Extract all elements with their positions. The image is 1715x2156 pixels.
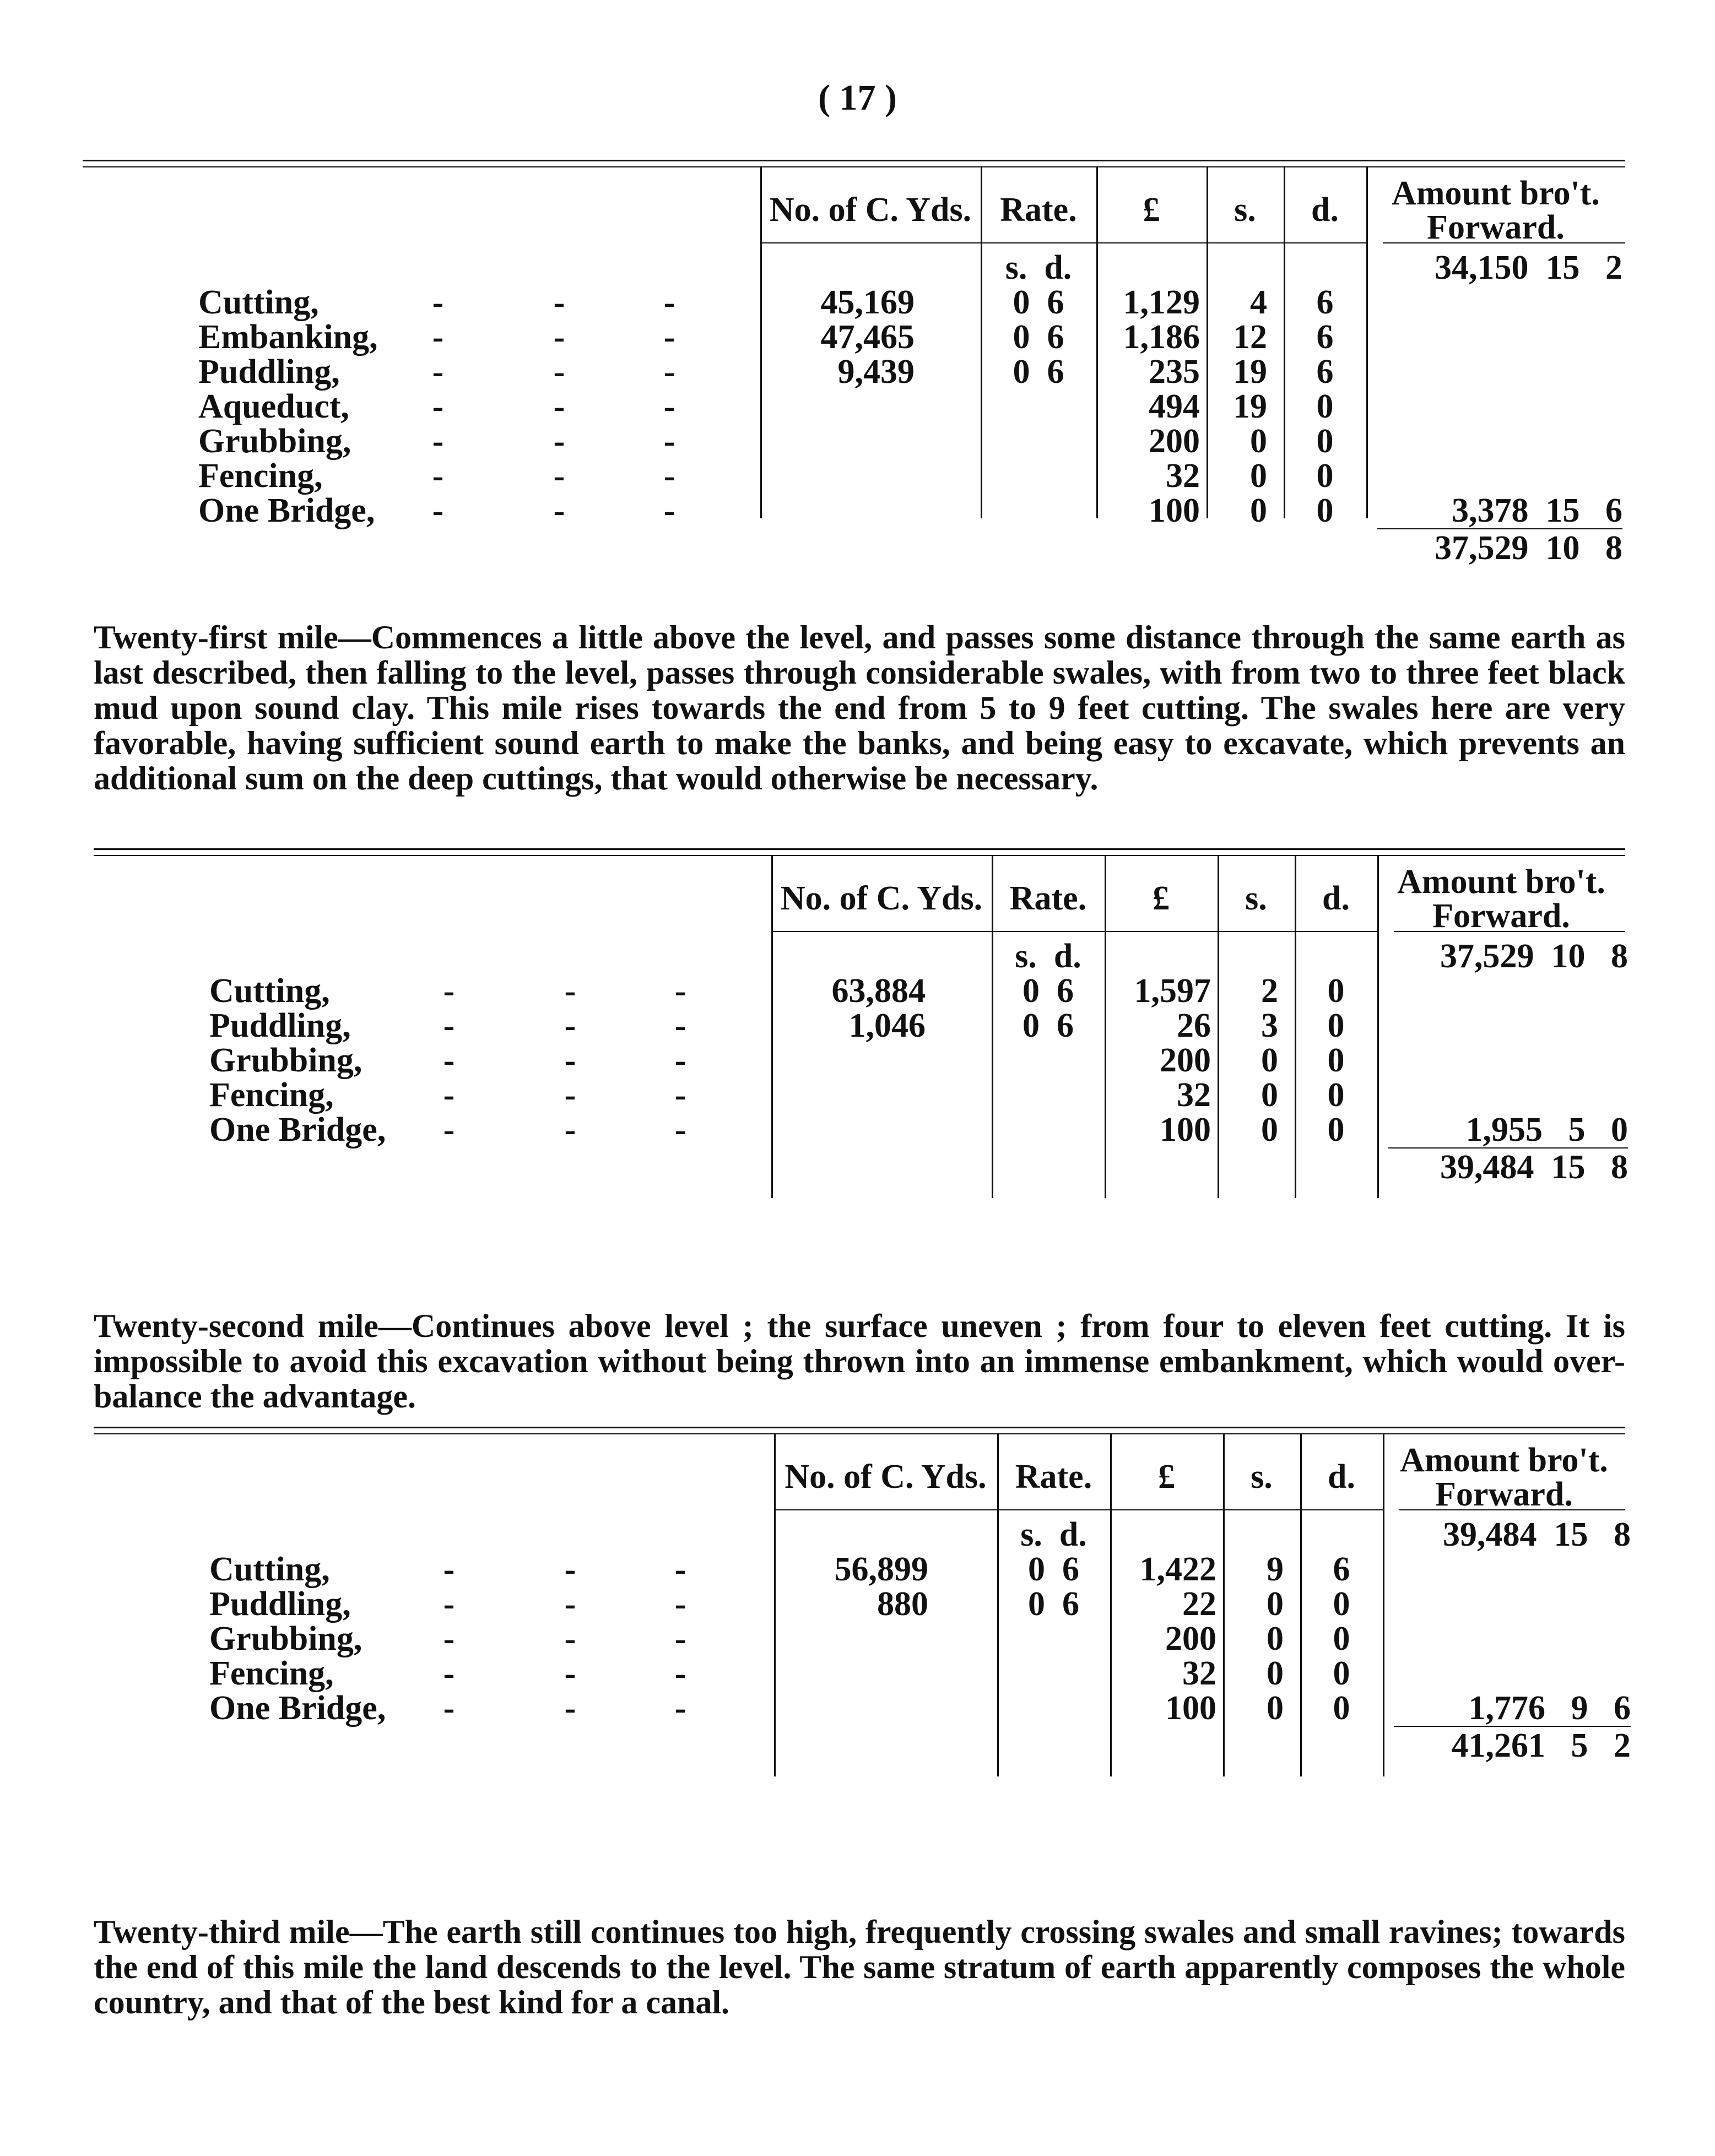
amount-subtotal: 3,378 15 6 <box>1452 492 1622 529</box>
pence-value: 0 <box>1333 1585 1350 1623</box>
table-top-rule-inner <box>83 166 1625 167</box>
item-label: Aqueduct, <box>198 388 349 425</box>
header-pence: d. <box>1322 880 1350 917</box>
table-top-rule <box>94 848 1625 850</box>
item-label: Puddling, <box>198 353 340 391</box>
cubic-yards-value: 47,465 <box>820 318 915 356</box>
leader-dash: - <box>443 1076 455 1114</box>
item-label: Grubbing, <box>209 1042 363 1079</box>
leader-dash: - <box>432 457 444 495</box>
amount-total: 39,484 15 8 <box>1440 1149 1628 1186</box>
pence-value: 0 <box>1333 1620 1350 1657</box>
amount-brought-forward: 39,484 15 8 <box>1443 1516 1631 1553</box>
shillings-value: 0 <box>1250 492 1267 529</box>
leader-dash: - <box>564 1111 576 1149</box>
item-label: One Bridge, <box>209 1111 386 1149</box>
shillings-value: 3 <box>1261 1007 1278 1044</box>
item-label: Puddling, <box>209 1007 351 1044</box>
pounds-value: 100 <box>1160 1111 1211 1149</box>
pounds-value: 200 <box>1149 422 1200 460</box>
leader-dash: - <box>443 1689 455 1727</box>
header-shillings: s. <box>1251 1458 1273 1496</box>
leader-dash: - <box>443 1111 455 1149</box>
shillings-value: 12 <box>1233 318 1267 356</box>
header-amount-forward-2: Forward. <box>1427 209 1565 246</box>
leader-dash: - <box>432 492 444 529</box>
leader-dash: - <box>564 1042 576 1079</box>
item-label: One Bridge, <box>209 1689 386 1727</box>
leader-dash: - <box>564 1655 576 1692</box>
pounds-value: 1,186 <box>1123 318 1200 356</box>
leader-dash: - <box>443 1042 455 1079</box>
pounds-value: 22 <box>1182 1585 1216 1623</box>
leader-dash: - <box>564 1620 576 1657</box>
table-top-rule <box>94 1427 1625 1428</box>
pence-value: 0 <box>1316 422 1334 460</box>
leader-dash: - <box>443 1585 455 1623</box>
leader-dash: - <box>674 972 686 1010</box>
pence-value: 6 <box>1316 284 1334 321</box>
rate-subheader: s. d. <box>1005 249 1072 286</box>
leader-dash: - <box>674 1076 686 1114</box>
pounds-value: 200 <box>1165 1620 1216 1657</box>
pounds-value: 494 <box>1149 388 1200 425</box>
leader-dash: - <box>674 1042 686 1079</box>
leader-dash: - <box>674 1007 686 1044</box>
header-pence: d. <box>1328 1458 1355 1496</box>
leader-dash: - <box>553 422 565 460</box>
table-top-rule-inner <box>94 1433 1625 1434</box>
pence-value: 0 <box>1327 1076 1345 1114</box>
shillings-value: 0 <box>1261 1076 1278 1114</box>
leader-dash: - <box>443 1655 455 1692</box>
item-label: Puddling, <box>209 1585 351 1623</box>
leader-dash: - <box>674 1551 686 1588</box>
pence-value: 0 <box>1327 1111 1345 1149</box>
shillings-value: 0 <box>1261 1042 1278 1079</box>
rate-subheader: s. d. <box>1015 938 1081 975</box>
shillings-value: 0 <box>1250 422 1267 460</box>
cubic-yards-value: 63,884 <box>831 972 926 1010</box>
amount-brought-forward: 37,529 10 8 <box>1440 938 1628 975</box>
leader-dash: - <box>564 1007 576 1044</box>
pounds-value: 26 <box>1177 1007 1211 1044</box>
item-label: Grubbing, <box>198 422 351 460</box>
pence-value: 0 <box>1316 457 1334 495</box>
shillings-value: 0 <box>1261 1111 1278 1149</box>
leader-dash: - <box>663 388 675 425</box>
header-rate: Rate. <box>1015 1458 1092 1496</box>
leader-dash: - <box>663 492 675 529</box>
header-amount-forward: Amount bro't. <box>1397 863 1605 901</box>
leader-dash: - <box>443 1620 455 1657</box>
pounds-value: 235 <box>1149 353 1200 391</box>
pence-value: 6 <box>1316 353 1334 391</box>
paragraph-twenty-third-mile: Twenty-third mile—The earth still continues too high, frequently crossing swales and small ravines; towards the end of this mile the land descends to the level. The same stratum of earth apparently composes the whole country, and that of the best kind for a canal. <box>94 1914 1625 2020</box>
cubic-yards-value: 45,169 <box>820 284 915 321</box>
pounds-value: 32 <box>1177 1076 1211 1114</box>
pence-value: 6 <box>1316 318 1334 356</box>
header-pounds: £ <box>1158 1458 1175 1496</box>
amount-brought-forward: 34,150 15 2 <box>1435 249 1622 286</box>
leader-dash: - <box>443 1007 455 1044</box>
pence-value: 0 <box>1333 1689 1350 1727</box>
paragraph-twenty-first-mile: Twenty-first mile—Commences a little above the level, and passes some distance through the same earth as last described, then falling to the level, passes through considerable swales, with from two to three feet black mud upon sound clay. This mile rises towards the end from 5 to 9 feet cutting. The swales here are very favorable, having sufficient sound earth to make the banks, and being easy to excavate, which prevents an additional sum on the deep cuttings, that would otherwise be necessary. <box>94 619 1625 797</box>
leader-dash: - <box>564 1076 576 1114</box>
header-amount-forward: Amount bro't. <box>1400 1442 1608 1479</box>
leader-dash: - <box>564 1689 576 1727</box>
item-label: Cutting, <box>209 1551 330 1588</box>
item-label: Embanking, <box>198 318 378 356</box>
header-cubic-yards: No. of C. Yds. <box>769 191 972 229</box>
pence-value: 0 <box>1333 1655 1350 1692</box>
header-underline <box>774 1509 1383 1510</box>
rate-value: 0 6 <box>1013 284 1064 321</box>
amount-subtotal: 1,955 5 0 <box>1465 1111 1628 1149</box>
amount-header-underline <box>1383 242 1625 243</box>
rate-subheader: s. d. <box>1020 1516 1087 1553</box>
rate-value: 0 6 <box>1028 1551 1079 1588</box>
leader-dash: - <box>443 1551 455 1588</box>
shillings-value: 9 <box>1267 1551 1284 1588</box>
leader-dash: - <box>443 972 455 1010</box>
leader-dash: - <box>553 492 565 529</box>
table-top-rule <box>83 160 1625 161</box>
amount-total: 41,261 5 2 <box>1451 1727 1631 1764</box>
cubic-yards-value: 56,899 <box>834 1551 928 1588</box>
pence-value: 0 <box>1316 492 1334 529</box>
pence-value: 0 <box>1327 1007 1345 1044</box>
leader-dash: - <box>674 1689 686 1727</box>
header-underline <box>771 931 1377 932</box>
pounds-value: 32 <box>1182 1655 1216 1692</box>
leader-dash: - <box>663 457 675 495</box>
pounds-value: 1,597 <box>1134 972 1211 1010</box>
leader-dash: - <box>663 353 675 391</box>
shillings-value: 0 <box>1250 457 1267 495</box>
cubic-yards-value: 880 <box>877 1585 928 1623</box>
paragraph-twenty-second-mile: Twenty-second mile—Continues above level ; the surface uneven ; from four to eleven feet cutting. It is impossible to avoid this excavation without being thrown into an immense embankment, which would over-balance the advantage. <box>94 1308 1625 1415</box>
pence-value: 6 <box>1333 1551 1350 1588</box>
header-amount-forward: Amount bro't. <box>1392 175 1600 212</box>
rate-value: 0 6 <box>1013 353 1064 391</box>
amount-total: 37,529 10 8 <box>1435 529 1622 567</box>
rate-value: 0 6 <box>1022 972 1074 1010</box>
item-label: Cutting, <box>198 284 319 321</box>
shillings-value: 0 <box>1267 1655 1284 1692</box>
cubic-yards-value: 9,439 <box>837 353 915 391</box>
header-cubic-yards: No. of C. Yds. <box>785 1458 987 1496</box>
leader-dash: - <box>553 353 565 391</box>
leader-dash: - <box>432 422 444 460</box>
pounds-value: 100 <box>1149 492 1200 529</box>
leader-dash: - <box>663 284 675 321</box>
leader-dash: - <box>553 318 565 356</box>
rate-value: 0 6 <box>1022 1007 1074 1044</box>
leader-dash: - <box>432 388 444 425</box>
leader-dash: - <box>674 1655 686 1692</box>
header-pounds: £ <box>1153 880 1170 917</box>
pounds-value: 100 <box>1165 1689 1216 1727</box>
leader-dash: - <box>553 457 565 495</box>
leader-dash: - <box>674 1585 686 1623</box>
leader-dash: - <box>663 422 675 460</box>
leader-dash: - <box>564 972 576 1010</box>
item-label: Fencing, <box>209 1076 334 1114</box>
item-label: Fencing, <box>198 457 323 495</box>
leader-dash: - <box>674 1620 686 1657</box>
cubic-yards-value: 1,046 <box>848 1007 926 1044</box>
leader-dash: - <box>674 1111 686 1149</box>
rate-value: 0 6 <box>1028 1585 1079 1623</box>
header-pence: d. <box>1311 191 1339 229</box>
header-amount-forward-2: Forward. <box>1435 1476 1573 1513</box>
shillings-value: 0 <box>1267 1585 1284 1623</box>
amount-subtotal: 1,776 9 6 <box>1468 1689 1631 1727</box>
shillings-value: 4 <box>1250 284 1267 321</box>
shillings-value: 2 <box>1261 972 1278 1010</box>
item-label: One Bridge, <box>198 492 375 529</box>
page-number: ( 17 ) <box>818 78 897 118</box>
pounds-value: 200 <box>1160 1042 1211 1079</box>
header-rate: Rate. <box>1000 191 1077 229</box>
pence-value: 0 <box>1316 388 1334 425</box>
leader-dash: - <box>432 318 444 356</box>
item-label: Grubbing, <box>209 1620 363 1657</box>
amount-header-underline <box>1399 1509 1625 1510</box>
leader-dash: - <box>564 1551 576 1588</box>
shillings-value: 0 <box>1267 1689 1284 1727</box>
pounds-value: 1,129 <box>1123 284 1200 321</box>
amount-header-underline <box>1394 931 1625 932</box>
leader-dash: - <box>564 1585 576 1623</box>
item-label: Fencing, <box>209 1655 334 1692</box>
pence-value: 0 <box>1327 1042 1345 1079</box>
leader-dash: - <box>663 318 675 356</box>
pounds-value: 1,422 <box>1139 1551 1216 1588</box>
header-shillings: s. <box>1245 880 1267 917</box>
leader-dash: - <box>432 284 444 321</box>
shillings-value: 19 <box>1233 388 1267 425</box>
item-label: Cutting, <box>209 972 330 1010</box>
pence-value: 0 <box>1327 972 1345 1010</box>
header-underline <box>760 242 1366 243</box>
header-rate: Rate. <box>1009 880 1087 917</box>
table-top-rule-inner <box>94 855 1625 856</box>
shillings-value: 0 <box>1267 1620 1284 1657</box>
header-cubic-yards: No. of C. Yds. <box>780 880 983 917</box>
leader-dash: - <box>553 388 565 425</box>
leader-dash: - <box>553 284 565 321</box>
shillings-value: 19 <box>1233 353 1267 391</box>
rate-value: 0 6 <box>1013 318 1064 356</box>
leader-dash: - <box>432 353 444 391</box>
header-pounds: £ <box>1143 191 1160 229</box>
header-amount-forward-2: Forward. <box>1432 897 1570 935</box>
pounds-value: 32 <box>1166 457 1200 495</box>
header-shillings: s. <box>1234 191 1256 229</box>
